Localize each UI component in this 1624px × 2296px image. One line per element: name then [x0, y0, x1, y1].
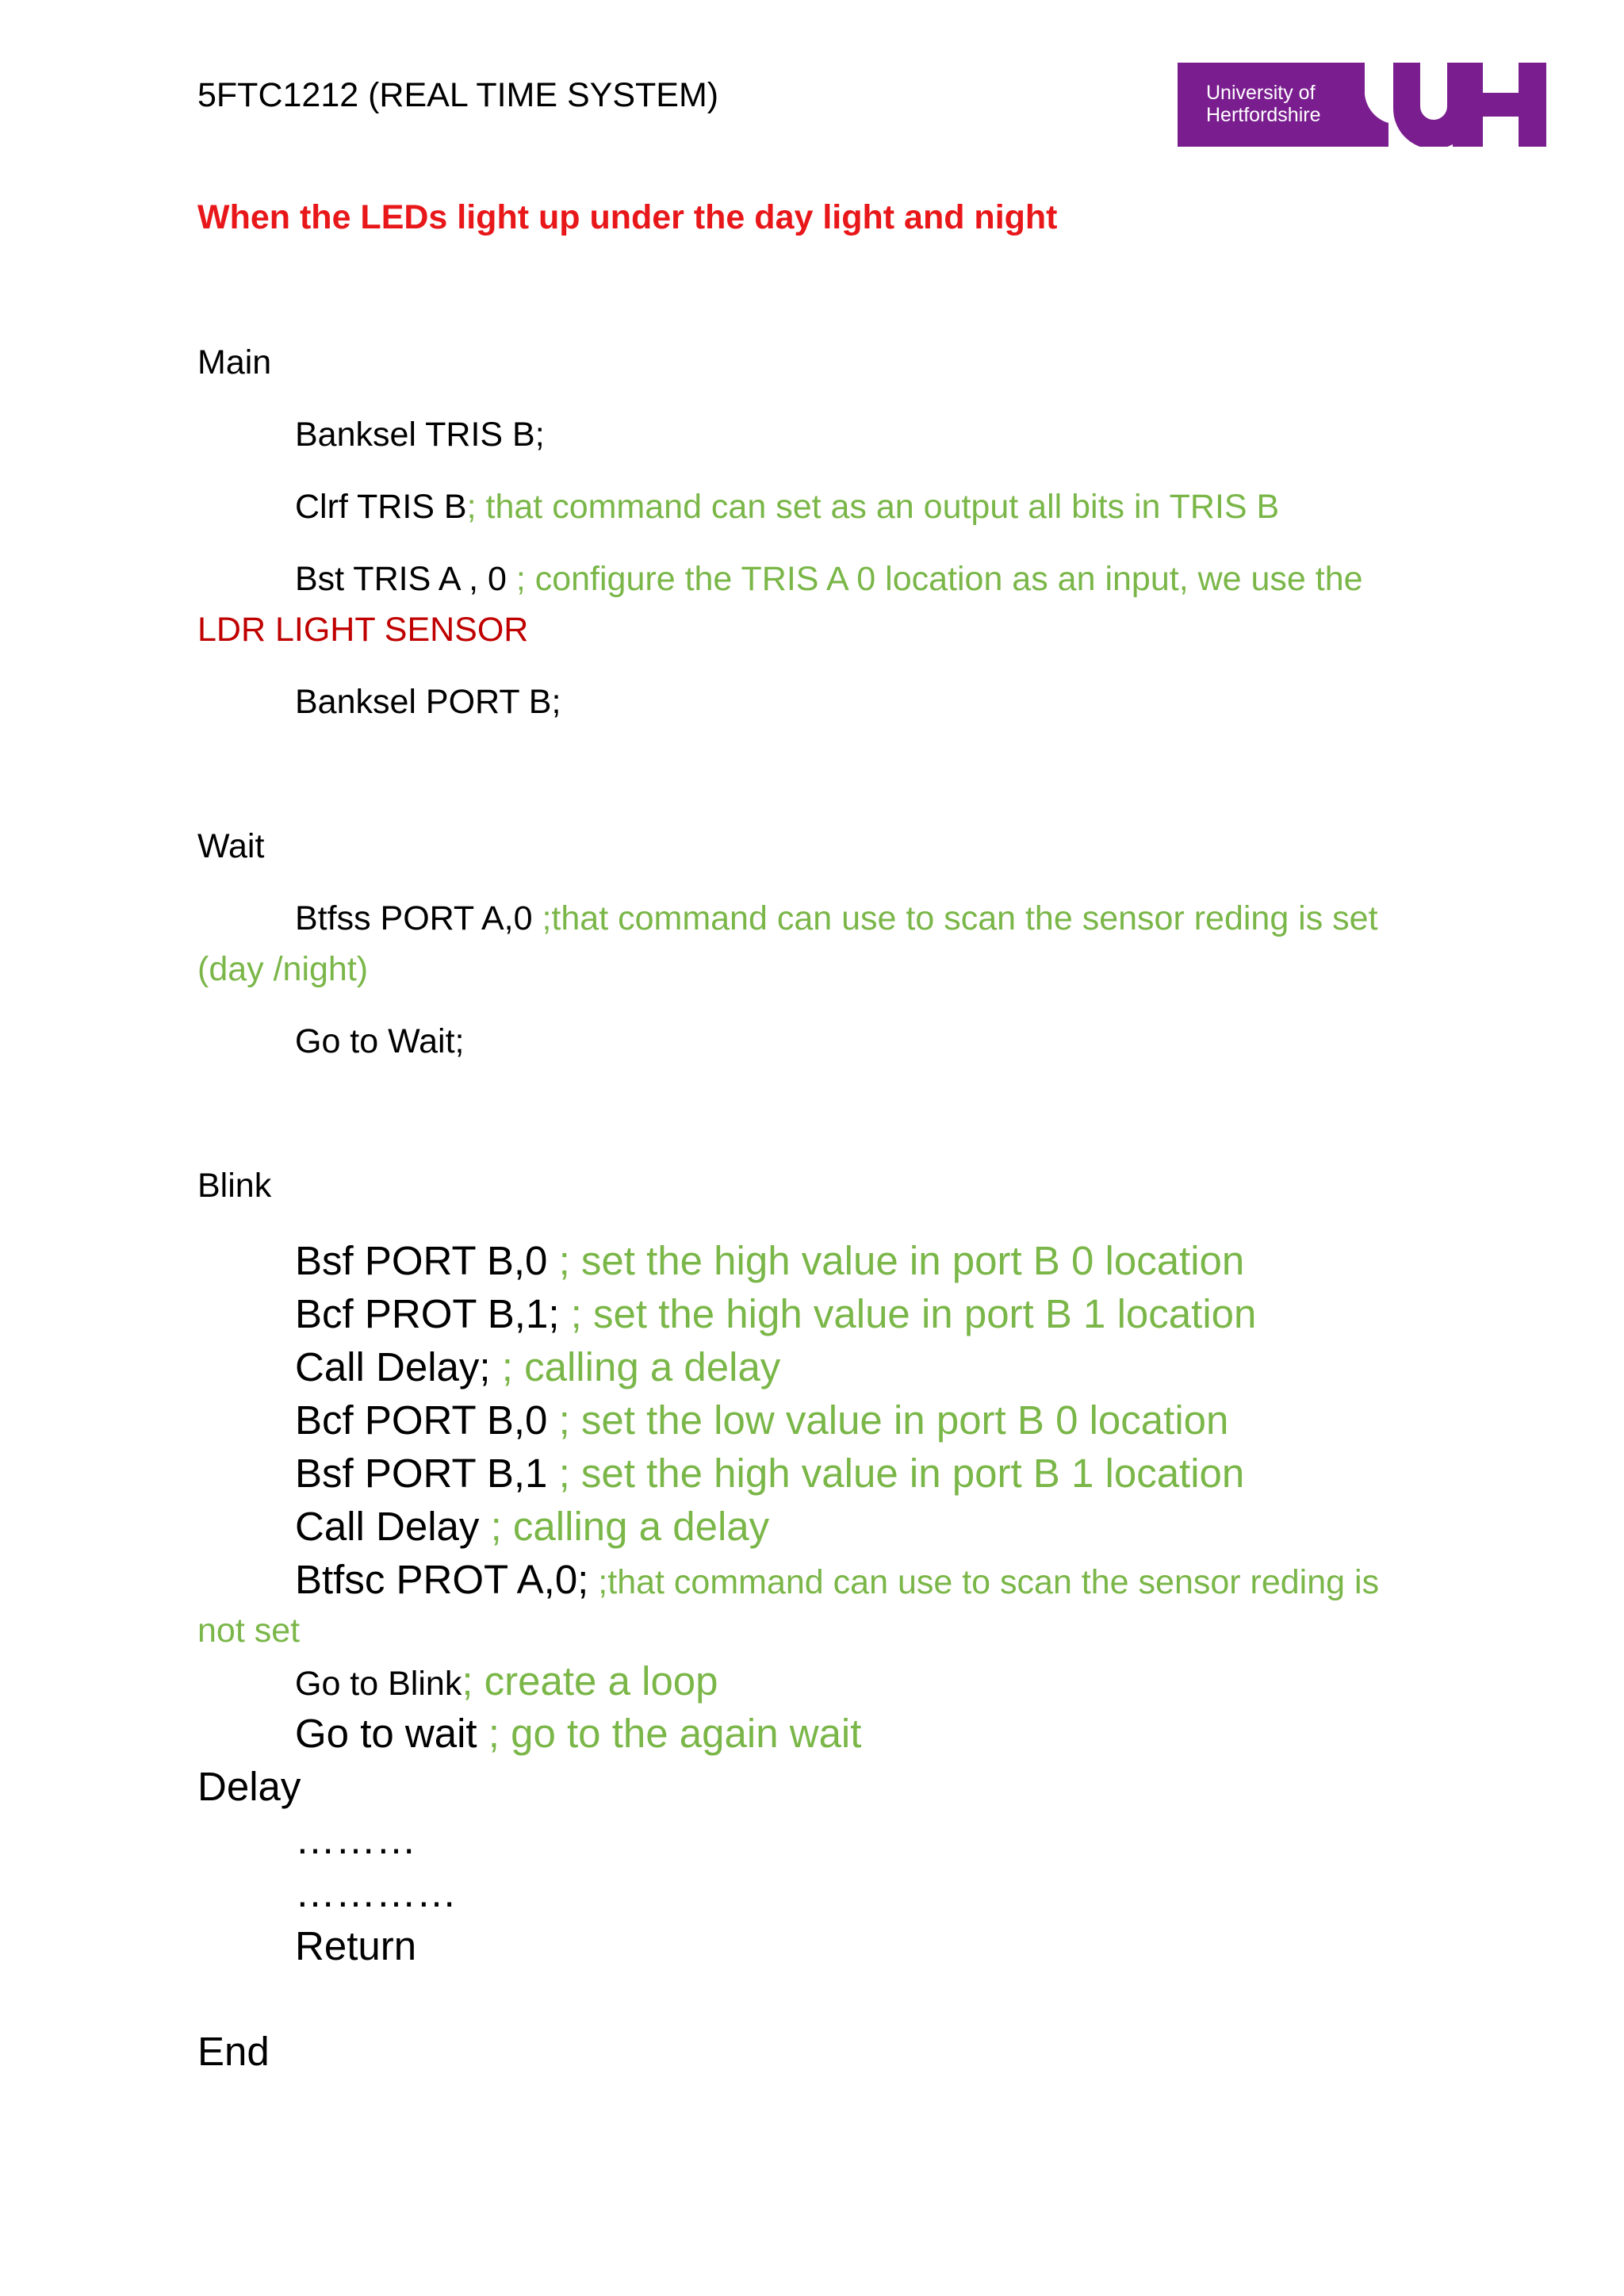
code-line-btfsc: [295, 1556, 1379, 1603]
code-comment: ; set the high value in port B 1 location: [559, 1291, 1257, 1336]
code-text: Bsf PORT B,0: [295, 1238, 548, 1283]
code-comment: ; calling a delay: [490, 1344, 781, 1389]
code-text: Btfss PORT A,0: [295, 899, 533, 937]
code-comment: ; set the low value in port B 0 location: [547, 1397, 1229, 1443]
delay-dots-2: …………: [295, 1870, 457, 1915]
code-line: [295, 1503, 769, 1550]
code-text: Go to Blink: [295, 1665, 462, 1703]
university-logo: [1178, 63, 1546, 147]
document-header: 5FTC1212 (REAL TIME SYSTEM): [197, 76, 719, 114]
code-text: Bcf PORT B,0: [295, 1397, 548, 1443]
code-line-goto-wait: Go to Wait;: [295, 1022, 465, 1060]
code-line-btfss: [295, 899, 1378, 938]
code-text: Bst TRIS A , 0: [295, 560, 507, 598]
code-comment: ; calling a delay: [479, 1504, 770, 1549]
code-comment: ; set the high value in port B 0 location: [547, 1238, 1245, 1283]
code-text: Call Delay;: [295, 1344, 491, 1389]
code-text: Go to wait: [295, 1711, 477, 1756]
label-end: End: [197, 2029, 270, 2074]
label-delay: Delay: [197, 1764, 301, 1809]
logo-line2-text: Hertfordshire: [1206, 104, 1321, 126]
code-comment: ;that command can use to scan the sensor reding is: [588, 1563, 1380, 1601]
code-text: Bsf PORT B,1: [295, 1451, 548, 1496]
code-text: Clrf TRIS B: [295, 488, 467, 526]
code-comment: ; go to the again wait: [477, 1711, 862, 1756]
code-line-goto-blink: [295, 1658, 718, 1704]
code-line-goto-wait-again: [295, 1710, 861, 1757]
label-main: Main: [197, 343, 272, 381]
code-line: [295, 1343, 780, 1390]
code-continuation-day-night: (day /night): [197, 950, 369, 988]
code-continuation-not-set: not set: [197, 1612, 301, 1650]
code-comment: ; create a loop: [462, 1658, 718, 1704]
code-line: [295, 1237, 1244, 1284]
code-line-banksel-tris: Banksel TRIS B;: [295, 416, 545, 454]
code-text: Call Delay: [295, 1504, 480, 1549]
code-comment: ; configure the TRIS A 0 location as an input, we use the: [506, 560, 1363, 598]
code-line: [295, 1290, 1256, 1337]
code-line-banksel-port: Banksel PORT B;: [295, 683, 561, 721]
code-line: [295, 1397, 1228, 1443]
logo-line1-text: University of: [1206, 82, 1316, 104]
code-continuation-ldr: LDR LIGHT SENSOR: [197, 611, 529, 649]
delay-dots-1: ………: [295, 1817, 416, 1862]
label-wait: Wait: [197, 827, 265, 865]
code-text: Bcf PROT B,1;: [295, 1291, 560, 1336]
code-text: Btfsc PROT A,0;: [295, 1557, 589, 1602]
code-line: [295, 1450, 1244, 1497]
code-line-return: Return: [295, 1923, 417, 1968]
page-title: When the LEDs light up under the day light and night: [197, 198, 1058, 236]
code-comment: ; set the high value in port B 1 location: [547, 1451, 1245, 1496]
code-line-clrf: [295, 488, 1279, 527]
code-comment: ; that command can set as an output all bits in TRIS B: [466, 488, 1280, 526]
label-blink: Blink: [197, 1167, 272, 1205]
code-line-bst: [295, 560, 1363, 599]
code-comment: ;that command can use to scan the sensor reding is set: [532, 899, 1378, 937]
